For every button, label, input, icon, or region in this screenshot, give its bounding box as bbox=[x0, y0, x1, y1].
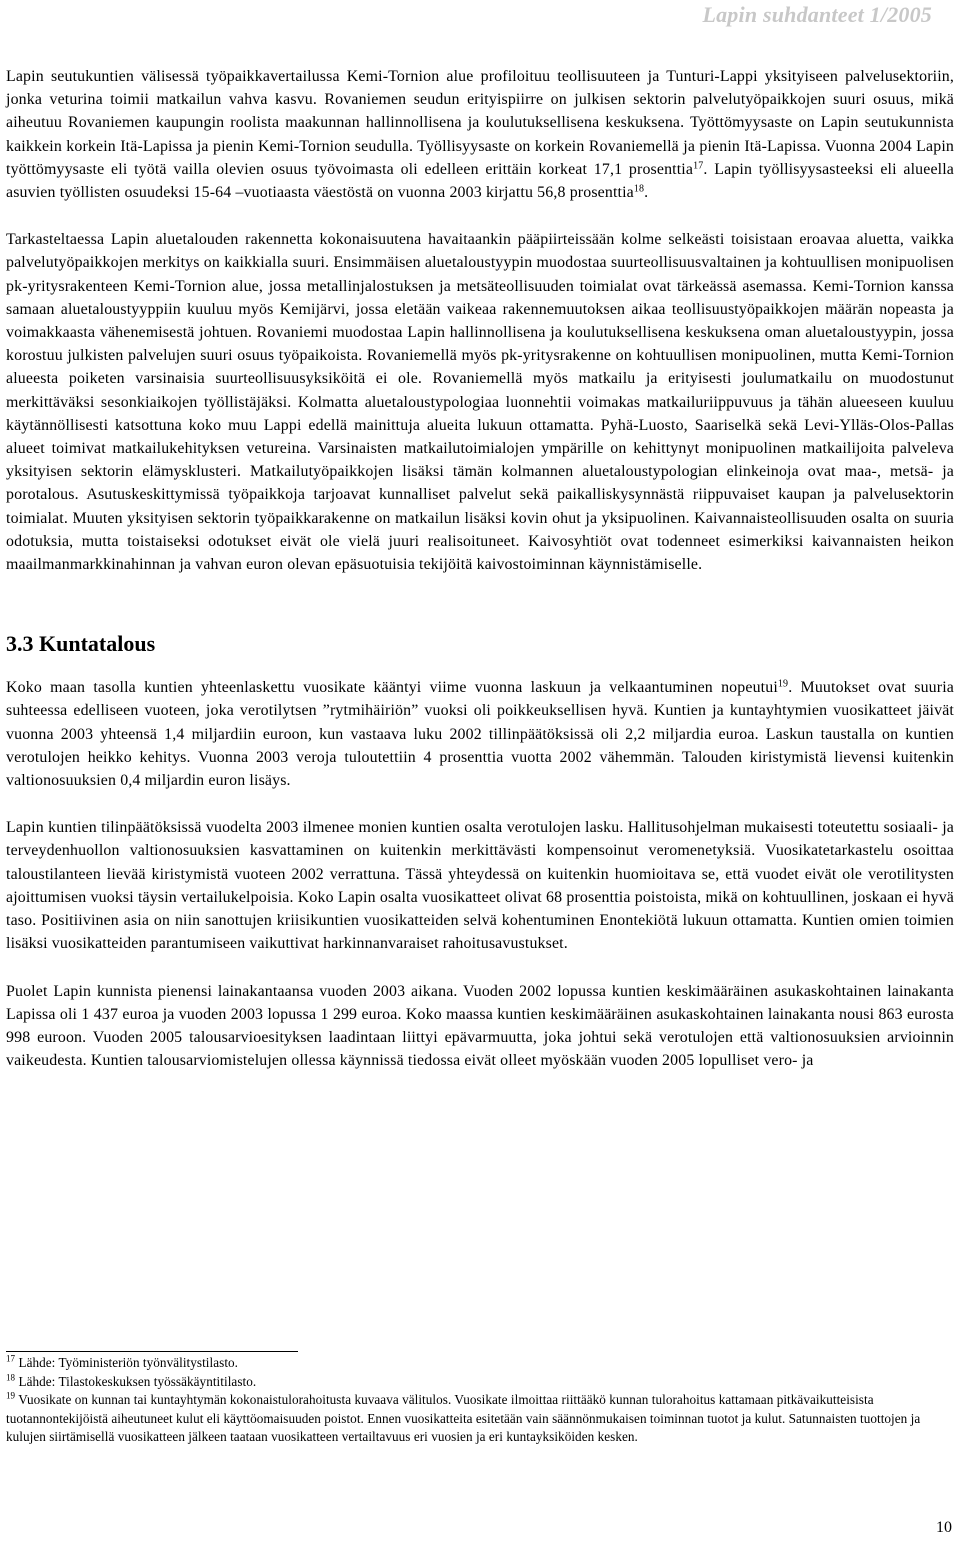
paragraph-lapland-financial-statements: Lapin kuntien tilinpäätöksissä vuodelta 2003 ilmenee monien kuntien osalta verotulojen lasku. Hallitusohjelman mukaisesti toteutettu sosiaali- ja terveydenhuollon valtionosuuksien kasvattaminen on kuitenkin merkittävästi kompensoinut veromenetyksiä. Vuosikatetarkastelu osoittaa taloustilanteen lievää kiristymistä vuoteen 2002 verrattuna. Tässä yhteydessä on kuitenkin huomioitava se, että vuodet eivät ole verotilitysten ajoittumisen vuoksi täysin vertailukelpoisia. Koko Lapin osalta vuosikatteet olivat 68 prosenttia poistoista, mikä on kohtuullinen, joskaan ei hyvä taso. Positiivinen asia on niin sanottujen kriisikuntien vuosikatteiden selvä kohentuminen Enontekiötä lukuun ottamatta. Kuntien omien toimien lisäksi vuosikatteiden parantumiseen vaikuttivat harkinnanvaraiset rahoitusavustukset. bbox=[6, 819, 954, 953]
footnote-text: Lähde: Tilastokeskuksen työssäkäyntitilasto. bbox=[18, 1373, 257, 1389]
paragraph-text: Koko maan tasolla kuntien yhteenlaskettu vuosikate kääntyi viime vuonna laskuun ja velkaantuminen nopeutui bbox=[6, 679, 778, 697]
footnote-number: 19 bbox=[6, 1390, 16, 1401]
document-body bbox=[6, 65, 954, 1072]
page-number: 10 bbox=[936, 1519, 952, 1536]
section-spacer bbox=[6, 658, 954, 676]
footnote-divider bbox=[6, 1351, 298, 1352]
paragraph-loan-stock: Puolet Lapin kunnista pienensi lainakantaansa vuoden 2003 aikana. Vuoden 2002 lopussa kuntien keskimääräinen asukaskohtainen lainakanta Lapissa oli 1 437 euroa ja vuoden 2003 lopussa 1 299 euroa. Koko maassa kuntien keskimääräinen asukaskohtainen lainakanta nousi 863 eurosta 998 euroon. Vuoden 2005 talousarvioesityksen laadintaan liittyi epävarmuutta, joka johtui sekä verotulojen että valtionosuuksien arvioinnin vaikeudesta. Kuntien talousarviomistelujen ollessa käynnissä tiedossa eivät olleet myöskään vuoden 2005 lopulliset vero- ja bbox=[6, 982, 954, 1070]
paragraph-text: . Lapin työllisyysasteeksi eli alueella asuvien työllisten osuudeksi 15-64 –vuotiaasta väestöstä on vuonna 2003 kirjattu 56,8 prosenttia bbox=[6, 160, 954, 202]
paragraph-spacer bbox=[6, 204, 954, 228]
footnote-number: 17 bbox=[6, 1353, 16, 1364]
footnote-ref-17[interactable]: 17 bbox=[693, 160, 704, 172]
footnotes bbox=[6, 1354, 954, 1447]
section-heading-kuntatalous: 3.3 Kuntatalous bbox=[6, 631, 156, 657]
paragraph-text: Lapin seutukuntien välisessä työpaikkavertailussa Kemi-Tornion alue profiloituu teollisuuteen ja Tunturi-Lappi yksityiseen palvelusektoriin, jonka veturina toimii matkailun vahva kasvu. Rovaniemen seudun erityispiirre on julkisen sektorin palvelutyöpaikkojen suuri osuus, mikä aiheutuu Rovaniemen kaupungin roolista maakunnan hallinnollisena ja koulutuksellisena keskuksena. Työttömyysaste on Lapin seutukunnista kaikkein korkein Itä-Lapissa ja pienin Kemi-Tornion seudulla. Työllisyysaste on korkein Rovaniemellä ja pienin Itä-Lapissa. Vuonna 2004 Lapin työttömyysaste eli työtä vailla olevien osuus työvoimasta oli edelleen erittäin korkeat 17,1 prosenttia bbox=[6, 68, 954, 178]
paragraph-spacer bbox=[6, 956, 954, 980]
paragraph-regional-economy: Tarkasteltaessa Lapin aluetalouden rakennetta kokonaisuutena havaitaankin pääpiirteissään kolme selkeästi toisistaan eroavaa aluetta, vaikka palvelutyöpaikkojen merkitys on kaikkialla suuri. Ensimmäisen aluetaloustyypin muodostaa suurteollisuusvaltainen ja kohtuullisen monipuolisen pk-yritysrakenteen Kemi-Tornion alue, jossa metallinjalostuksen ja metsäteollisuuden toimialat ovat tärkeässä asemassa. Kemi-Tornion kanssa samaan aluetaloustyyppiin kuuluu myös Kemijärvi, jossa eletään vaikeaa rakennemuutoksen aikaa teollisuustyöpaikkojen määrän nopeasta ja voimakkaasta vähenemisestä johtuen. Rovaniemi muodostaa Lapin hallinnollisena ja koulutuksellisena keskuksena oman aluetaloustyypin, jossa korostuu julkisten palvelujen suuri osuus työpaikoista. Rovaniemellä myös pk-yritysrakenne on kohtuullisen monipuolinen, mutta Kemi-Tornion alueesta poiketen varsinaisia suurteollisuusyksiköitä ei ole. Rovaniemellä myös matkailu ja erityisesti joulumatkailu on muodostunut merkittäväksi sesonkiaikojen työllistäjäksi. Kolmatta aluetaloustypologiaa luonnehtii voimakas matkailuriippuvuus ja tähän alueeseen kuuluu käytännöllisesti katsottuna koko muu Lappi edellä mainittuja alueita lukuun ottamatta. Pyhä-Luosto, Saariselkä sekä Levi-Ylläs-Olos-Pallas alueet toimivat matkailukehityksen vetureina. Varsinaisten matkailutoimialojen ympärille on kehittynyt monipuolinen matkailijoita palveleva yksityisen sektorin elämysklusteri. Matkailutyöpaikkojen lisäksi tämän kolmannen aluetaloustypologian elinkeinoja ovat maa-, metsä- ja porotalous. Asutuskeskittymissä työpaikkoja tarjoavat kunnalliset palvelut sekä paikalliskysynnästä riippuvaiset kaupan ja palvelusektorin toimialat. Muuten yksityisen sektorin työpaikkarakenne on matkailun lisäksi kovin ohut ja yksipuolinen. Kaivannaisteollisuuden osalta on suuria odotuksia, mutta toistaiseksi odotukset eivät ole vielä juuri realisoituneet. Kaivosyhtiöt ovat todenneet esimerkiksi kaivannaisten heikon maailmanmarkkinahinnan ja vahvan euron olevan epäsuotuisia tekijöitä kaivostoiminnan käynnistämiselle. bbox=[6, 231, 954, 574]
footnote-ref-18[interactable]: 18 bbox=[633, 183, 645, 195]
paragraph-employment-comparison bbox=[6, 65, 954, 204]
footnote-17 bbox=[6, 1354, 954, 1373]
footnote-text: Lähde: Työministeriön työnvälitystilasto. bbox=[18, 1355, 239, 1370]
paragraph-municipal-finance bbox=[6, 676, 954, 792]
footnote-19 bbox=[6, 1391, 954, 1447]
footnote-18 bbox=[6, 1373, 954, 1392]
running-header: Lapin suhdanteet 1/2005 bbox=[702, 2, 932, 27]
footnote-text: Vuosikate on kunnan tai kuntayhtymän kokonaistulorahoitusta kuvaava välitulos. Vuosikate ilmoittaa riittääkö kunnan tulorahoitus kattamaan pitkävaikutteisista tuotannontekijöistä aiheutuneet kulut eli käyttöomaisuuden poistot. Ennen vuosikatteita esitetään vain säännönmukaisen toiminnan tuotot ja kulut. Satunnaisten tuottojen ja kulujen siirtämisellä vuosikatteen jälkeen taataan vuosikatteen vertailtavuus eri vuosien ja eri kuntayksiköiden kesken. bbox=[6, 1392, 921, 1445]
footnote-ref-19[interactable]: 19 bbox=[777, 678, 789, 690]
footnote-number: 18 bbox=[6, 1372, 16, 1383]
paragraph-text: . bbox=[644, 184, 649, 202]
paragraph-spacer bbox=[6, 792, 954, 816]
section-spacer bbox=[6, 576, 954, 630]
paragraph-text: . Muutokset ovat suuria suhteessa edelliseen vuoteen, joka verotilytsen ”rytmihäiriön” vuoksi oli poikkeuksellisen hyvä. Kuntien ja kuntayhtymien vuosikatteet jäivät vuonna 2003 yhteensä 1,4 miljardiin euroon, kun vastaava luku 2002 tillinpäätöksissä oli 2,2 miljardia euroa. Laskun taustalla on kuntien verotulojen heikko kehitys. Vuonna 2003 veroja tuloutettiin 4 prosenttia vuotta 2002 vähemmän. Talouden kiristymistä lievensi kuitenkin valtionosuuksien 0,4 miljardin euron lisäys. bbox=[6, 679, 954, 790]
